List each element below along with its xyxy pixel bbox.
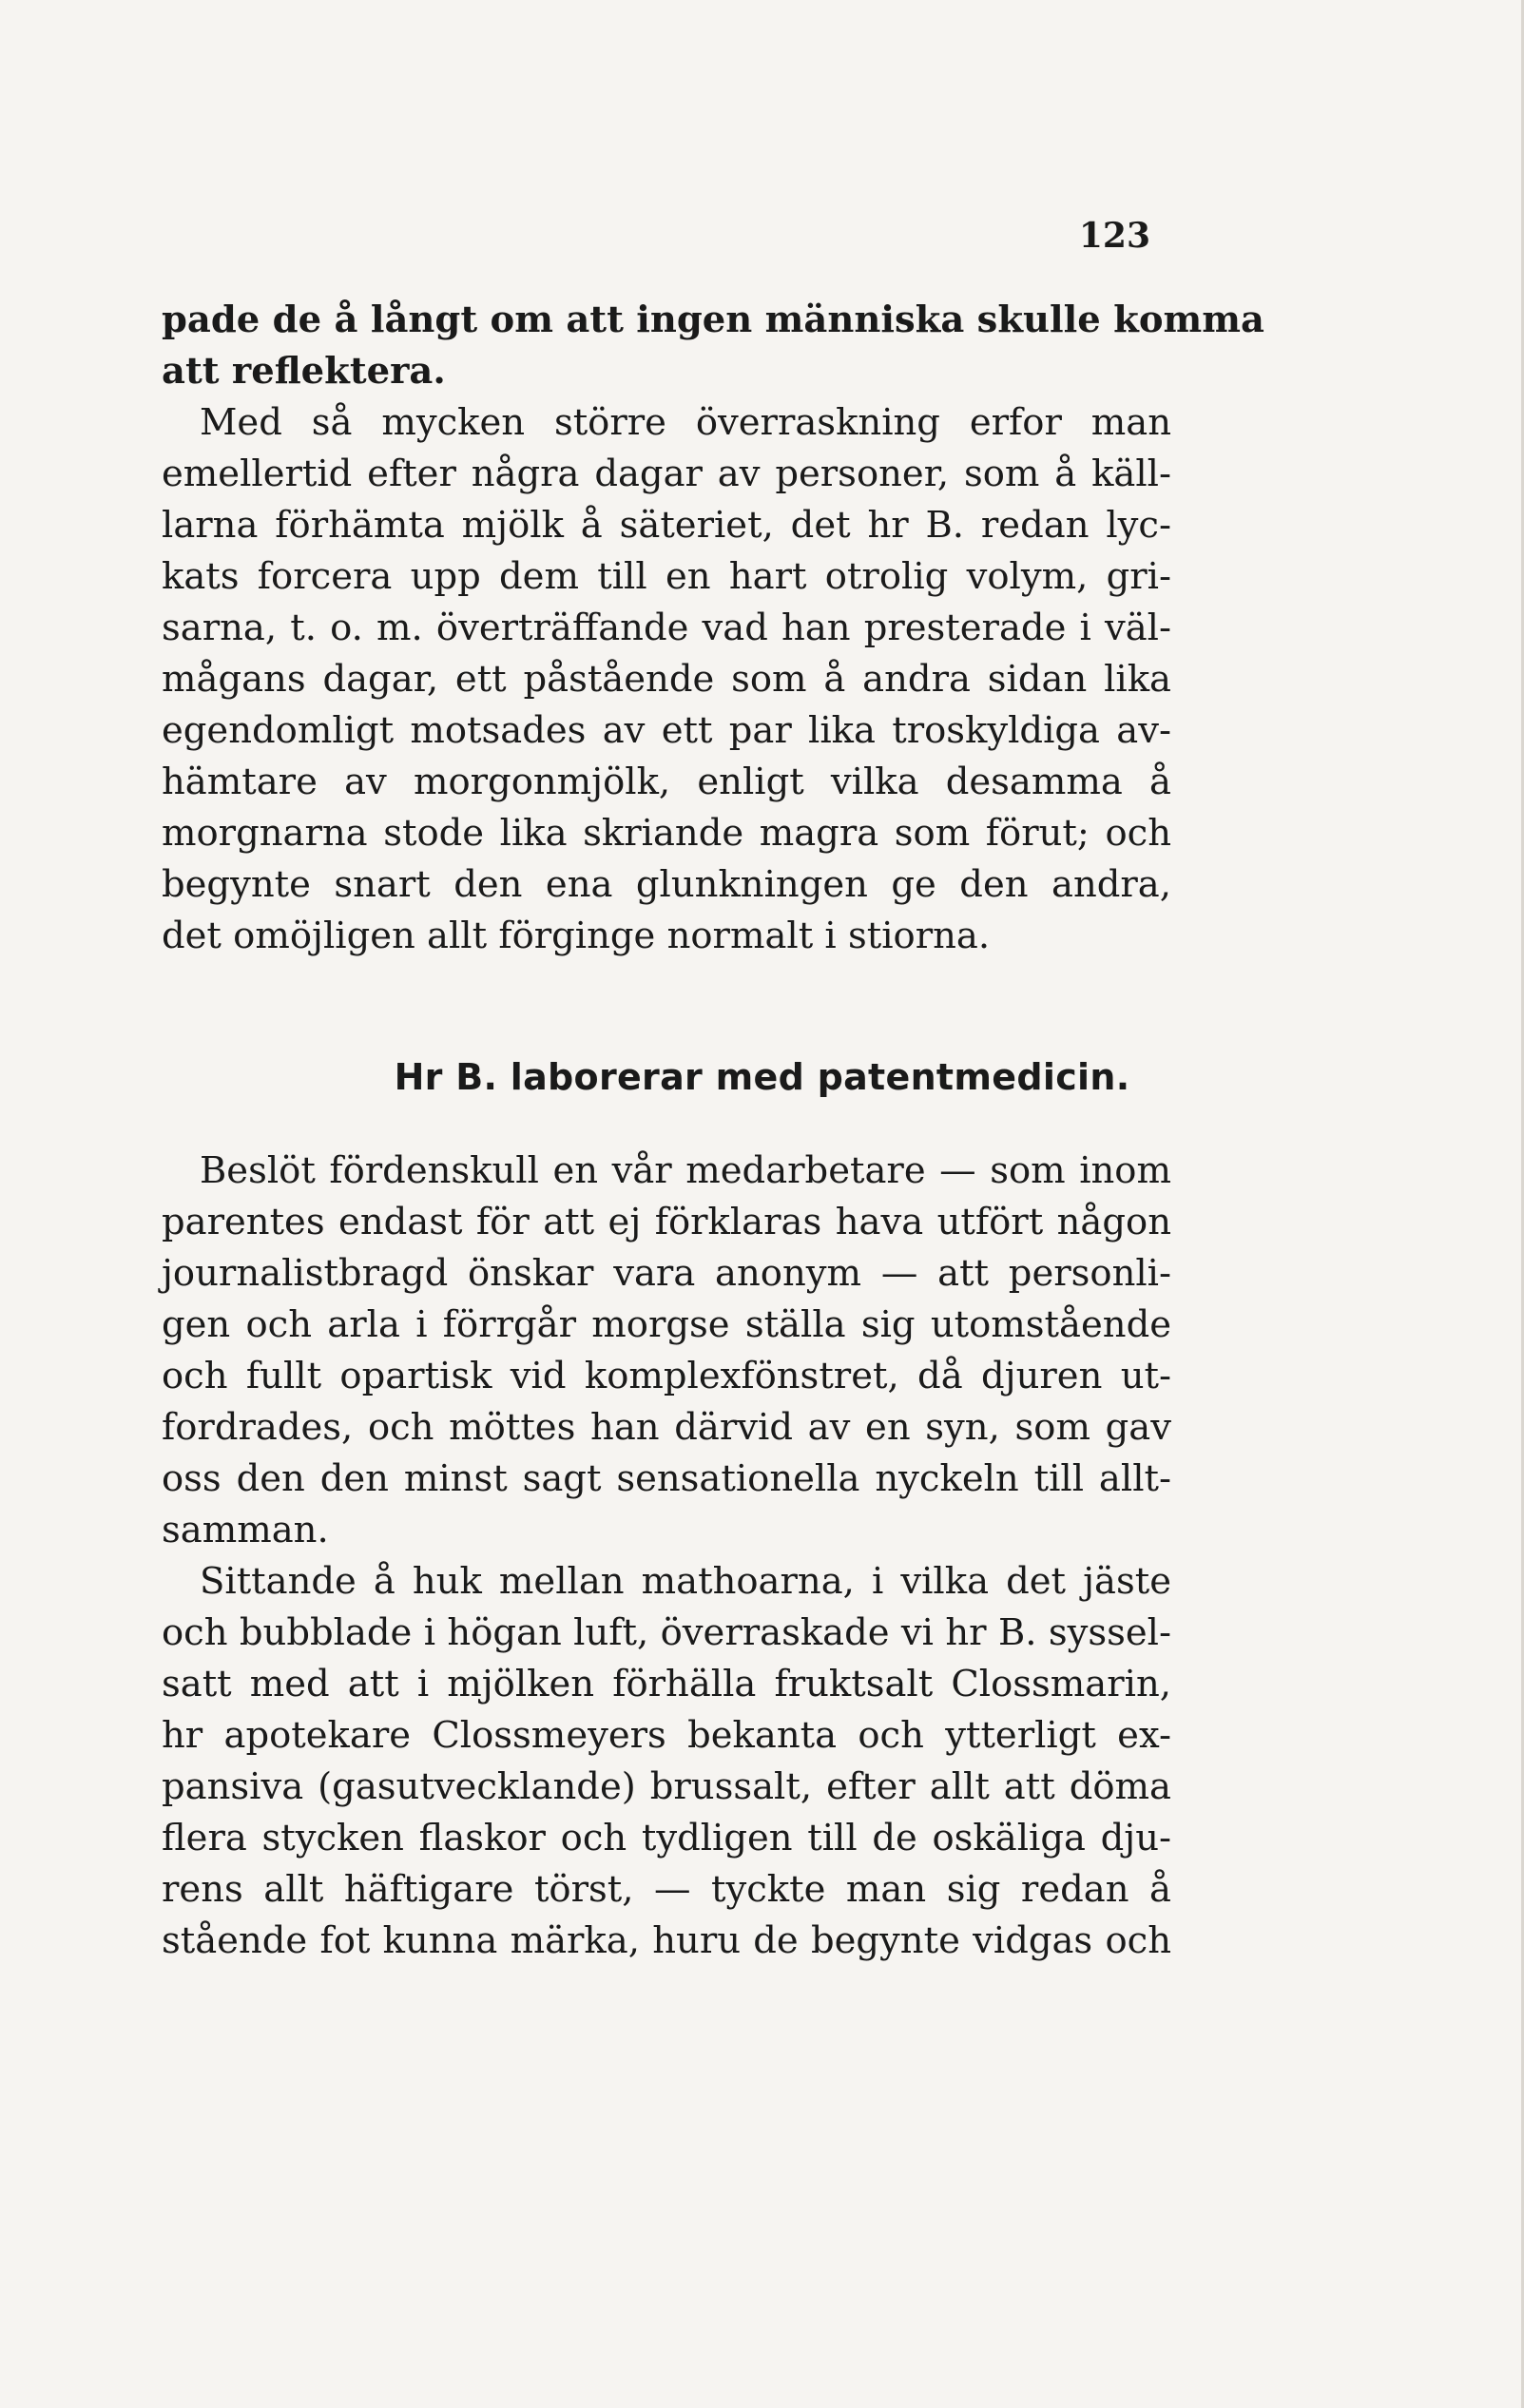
text-line: pade de å långt om att ingen människa skulle komma: [162, 299, 1264, 341]
text-line: och bubblade i högan luft, överraskade vi hr B. syssel-: [162, 1611, 1171, 1654]
text-line: att reflektera.: [162, 350, 446, 393]
text-line: mågans dagar, ett påstående som å andra sidan lika: [162, 658, 1171, 701]
text-line: journalistbragd önskar vara anonym — att personli-: [162, 1252, 1171, 1295]
text-line: oss den den minst sagt sensationella nyckeln till allt-: [162, 1457, 1171, 1500]
text-line: och fullt opartisk vid komplexfönstret, då djuren ut-: [162, 1355, 1171, 1397]
text-line: Med så mycken större överraskning erfor man: [200, 401, 1171, 444]
page-number: 123: [1078, 216, 1150, 256]
text-line: stående fot kunna märka, huru de begynte vidgas och: [162, 1919, 1171, 1962]
text-line: samman.: [162, 1509, 329, 1551]
text-line: egendomligt motsades av ett par lika troskyldiga av-: [162, 709, 1171, 752]
text-line: det omöjligen allt förginge normalt i stiorna.: [162, 915, 991, 957]
text-line: Beslöt fördenskull en vår medarbetare — som inom: [200, 1149, 1171, 1192]
text-line: hr apotekare Clossmeyers bekanta och ytterligt ex-: [162, 1714, 1171, 1757]
text-line: emellertid efter några dagar av personer, som å käll-: [162, 453, 1171, 495]
text-line: larna förhämta mjölk å säteriet, det hr B. redan lyc-: [162, 504, 1171, 547]
text-line: pansiva (gasutvecklande) brussalt, efter allt att döma: [162, 1765, 1171, 1808]
text-line: gen och arla i förrgår morgse ställa sig utomstående: [162, 1303, 1171, 1346]
text-line: Sittande å huk mellan mathoarna, i vilka det jäste: [200, 1560, 1171, 1603]
text-line: morgnarna stode lika skriande magra som förut; och: [162, 812, 1171, 855]
text-line: rens allt häftigare törst, — tyckte man sig redan å: [162, 1868, 1171, 1911]
text-line: flera stycken flaskor och tydligen till de oskäliga dju-: [162, 1817, 1171, 1859]
text-line: kats forcera upp dem till en hart otrolig volym, gri-: [162, 555, 1171, 598]
text-line: satt med att i mjölken förhälla fruktsalt Clossmarin,: [162, 1663, 1171, 1705]
section-heading: Hr B. laborerar med patentmedicin.: [394, 1056, 1130, 1098]
text-line: begynte snart den ena glunkningen ge den andra,: [162, 863, 1171, 906]
text-line: hämtare av morgonmjölk, enligt vilka desamma å: [162, 761, 1171, 803]
text-line: sarna, t. o. m. överträffande vad han presterade i väl-: [162, 607, 1171, 649]
text-line: fordrades, och möttes han därvid av en syn, som gav: [162, 1406, 1171, 1449]
text-line: parentes endast för att ej förklaras hava utfört någon: [162, 1201, 1171, 1243]
